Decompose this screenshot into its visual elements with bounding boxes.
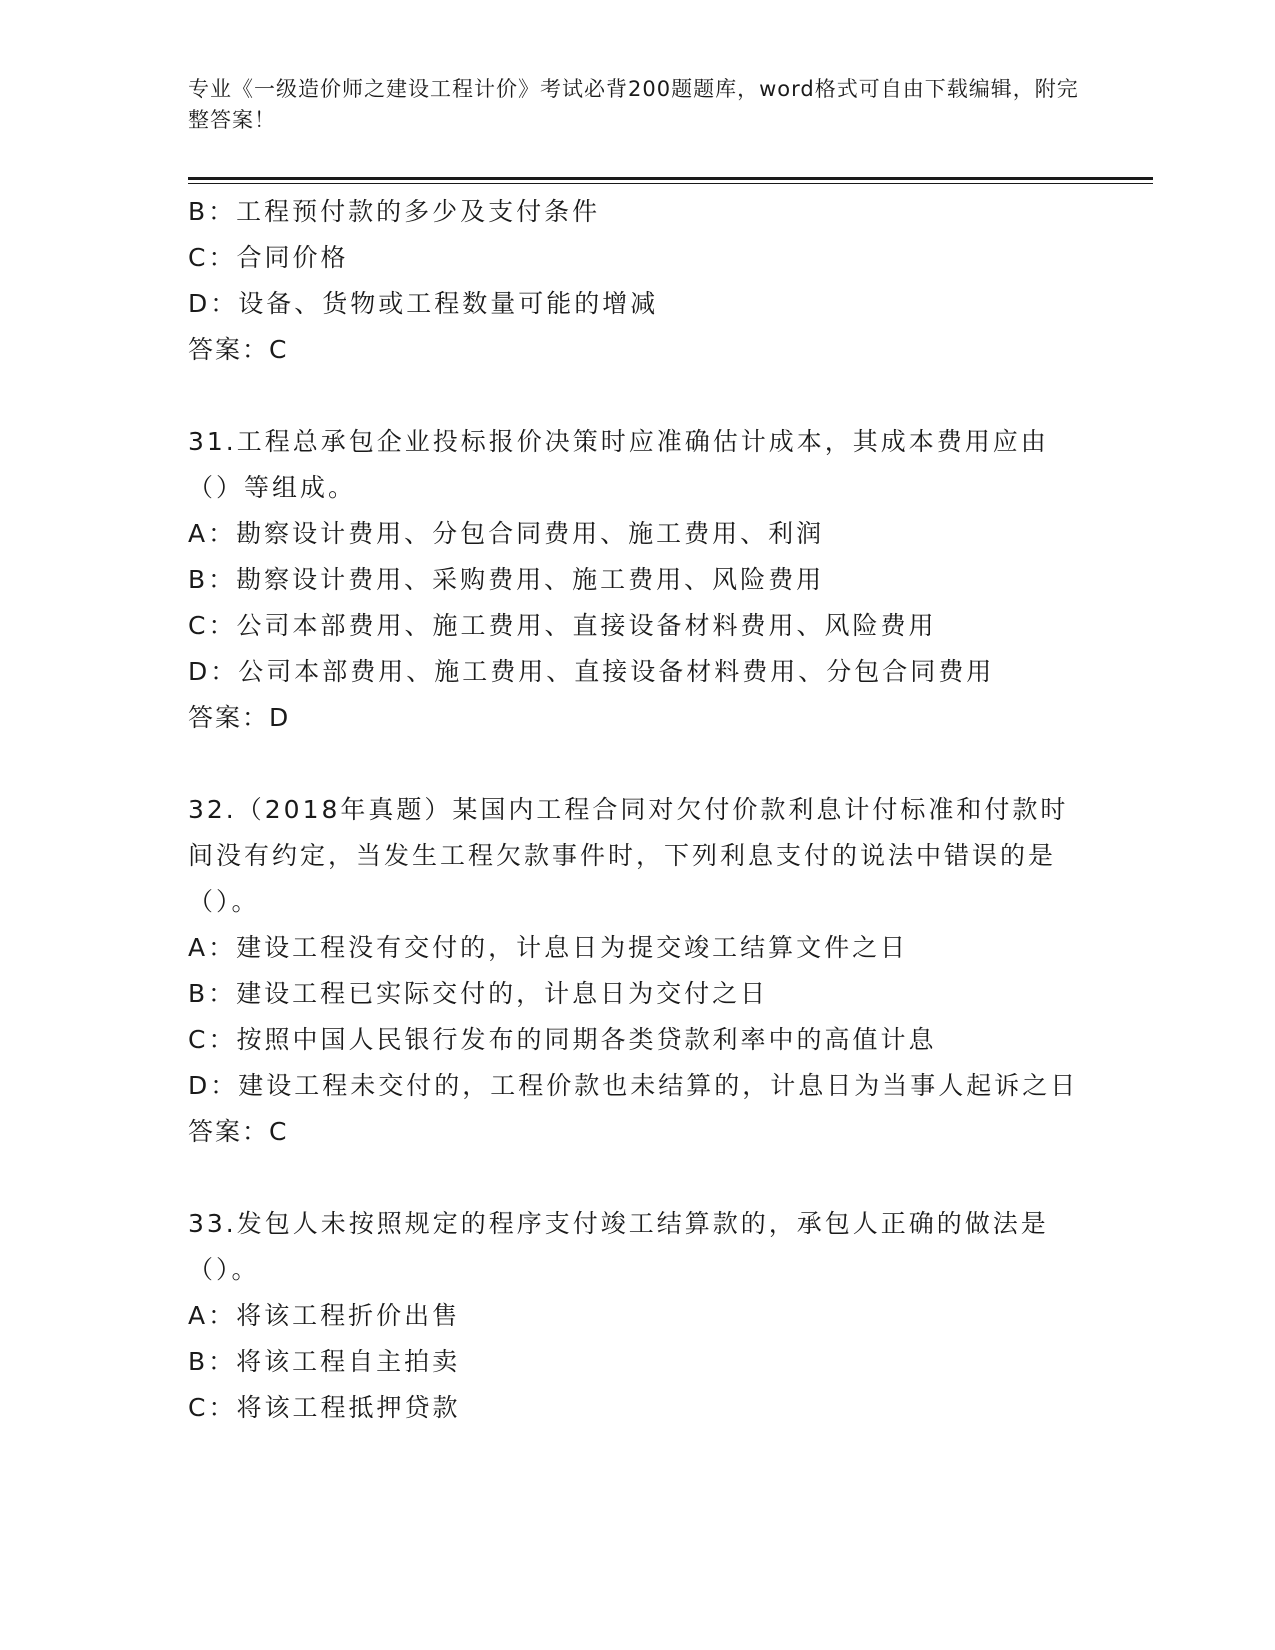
question-stem: 31.工程总承包企业投标报价决策时应准确估计成本，其成本费用应由（）等组成。 <box>188 427 1049 502</box>
option-c: C：公司本部费用、施工费用、直接设备材料费用、风险费用 <box>188 611 937 640</box>
answer: 答案：C <box>188 1117 289 1146</box>
question-content <box>188 189 1088 1431</box>
header-divider-thin <box>188 183 1153 184</box>
document-header: 专业《一级造价师之建设工程计价》考试必背200题题库，word格式可自由下载编辑，附完整答案！ <box>188 77 1079 132</box>
option-d: D：建设工程未交付的，工程价款也未结算的，计息日为当事人起诉之日 <box>188 1071 1079 1100</box>
option-b: B：建设工程已实际交付的，计息日为交付之日 <box>188 979 769 1008</box>
option-b: B：将该工程自主拍卖 <box>188 1347 461 1376</box>
option-b: B：勘察设计费用、采购费用、施工费用、风险费用 <box>188 565 825 594</box>
question-block-33 <box>188 1201 1088 1431</box>
option-d: D：公司本部费用、施工费用、直接设备材料费用、分包合同费用 <box>188 657 995 686</box>
option-a: A：勘察设计费用、分包合同费用、施工费用、利润 <box>188 519 825 548</box>
option-d: D：设备、货物或工程数量可能的增减 <box>188 289 659 318</box>
header-divider-thick <box>188 177 1153 180</box>
option-c: C：合同价格 <box>188 243 349 272</box>
option-c: C：按照中国人民银行发布的同期各类贷款利率中的高值计息 <box>188 1025 937 1054</box>
answer: 答案：D <box>188 703 291 732</box>
option-a: A：建设工程没有交付的，计息日为提交竣工结算文件之日 <box>188 933 909 962</box>
option-a: A：将该工程折价出售 <box>188 1301 461 1330</box>
answer: 答案：C <box>188 335 289 364</box>
option-b: B：工程预付款的多少及支付条件 <box>188 197 601 226</box>
option-c: C：将该工程抵押贷款 <box>188 1393 461 1422</box>
question-block-31 <box>188 419 1088 741</box>
question-stem: 32.（2018年真题）某国内工程合同对欠付价款利息计付标准和付款时间没有约定，当发生工程欠款事件时，下列利息支付的说法中错误的是（）。 <box>188 795 1069 916</box>
question-block-32 <box>188 787 1088 1155</box>
question-stem: 33.发包人未按照规定的程序支付竣工结算款的，承包人正确的做法是（）。 <box>188 1209 1049 1284</box>
question-block-prev <box>188 189 1088 373</box>
